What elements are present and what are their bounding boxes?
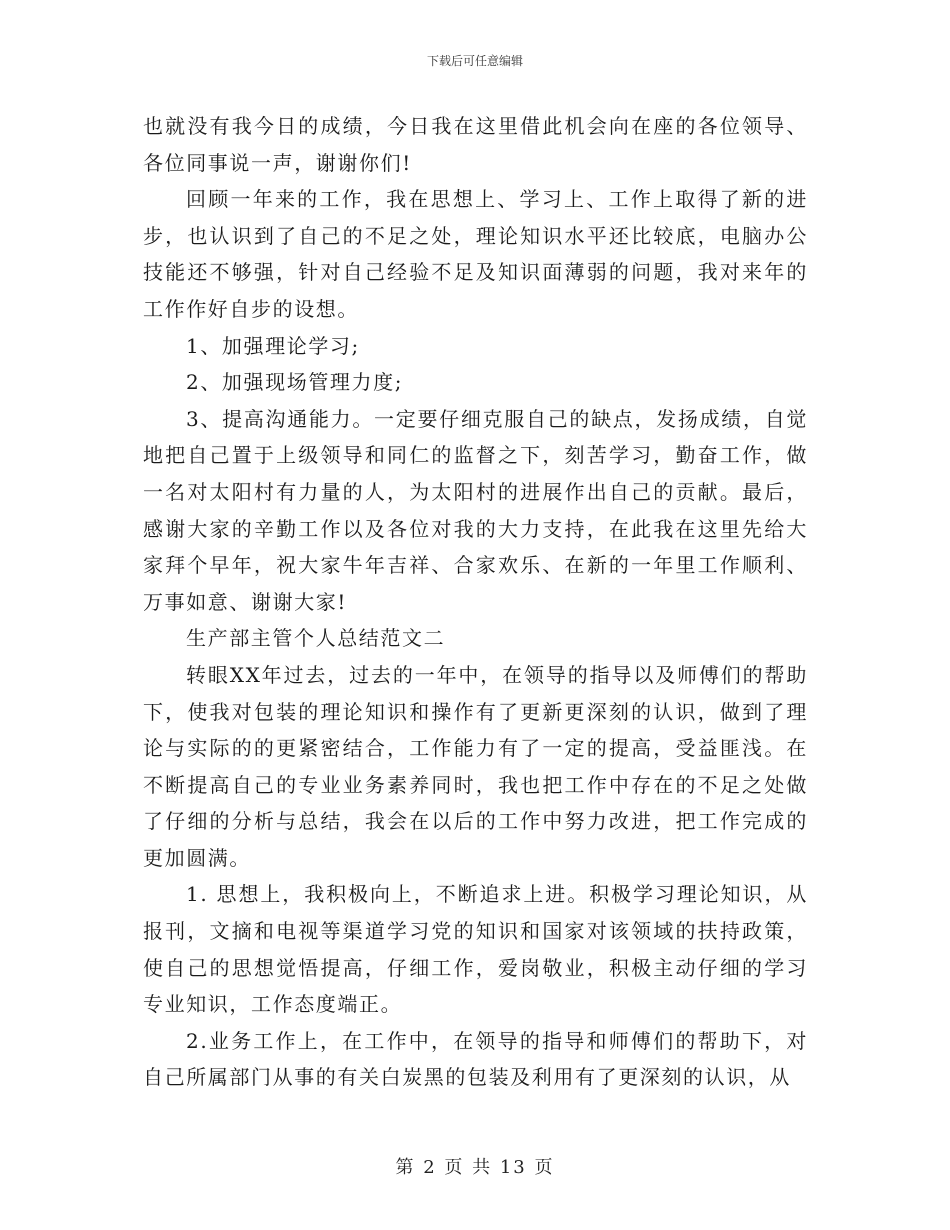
- paragraph-5: 3、提高沟通能力。一定要仔细克服自己的缺点，发扬成绩，自觉地把自己置于上级领导和同仁的监督之下，刻苦学习，勤奋工作，做一名对太阳村有力量的人，为太阳村的进展作出自己的贡献。最后，感谢大家的辛勤工作以及各位对我的大力支持，在此我在这里先给大家拜个早年，祝大家牛年吉祥、合家欢乐、在新的一年里工作顺利、万事如意、谢谢大家!: [143, 406, 808, 614]
- paragraph-7: 转眼XX年过去，过去的一年中，在领导的指导以及师傅们的帮助下，使我对包装的理论知识和操作有了更新更深刻的认识，做到了理论与实际的的更紧密结合，工作能力有了一定的提高，受益匪浅。在不断提高自己的专业业务素养同时，我也把工作中存在的不足之处做了仔细的分析与总结，我会在以后的工作中努力改进，把工作完成的更加圆满。: [143, 662, 808, 870]
- page-header: 下载后可任意编辑: [426, 54, 523, 68]
- paragraph-8: 1. 思想上，我积极向上，不断追求上进。积极学习理论知识，从报刊，文摘和电视等渠道学习党的知识和国家对该领域的扶持政策，使自己的思想觉悟提高，仔细工作，爱岗敬业，积极主动仔细的学习专业知识，工作态度端正。: [143, 882, 808, 1017]
- document-body: [143, 108, 808, 1096]
- paragraph-3: 1、加强理论学习;: [186, 333, 360, 358]
- paragraph-2: 回顾一年来的工作，我在思想上、学习上、工作上取得了新的进步，也认识到了自己的不足之处，理论知识水平还比较底，电脑办公技能还不够强，针对自己经验不足及知识面薄弱的问题，我对来年的工作作好自步的设想。: [143, 187, 808, 321]
- paragraph-4: 2、加强现场管理力度;: [186, 370, 404, 395]
- paragraph-1: 也就没有我今日的成绩，今日我在这里借此机会向在座的各位领导、各位同事说一声，谢谢你们!: [143, 114, 808, 175]
- page-footer: 第 2 页 共 13 页: [395, 1157, 555, 1178]
- section-heading: 生产部主管个人总结范文二: [186, 626, 446, 651]
- paragraph-9: 2.业务工作上，在工作中，在领导的指导和师傅们的帮助下，对自己所属部门从事的有关白炭黑的包装及利用有了更深刻的认识，从: [143, 1028, 808, 1090]
